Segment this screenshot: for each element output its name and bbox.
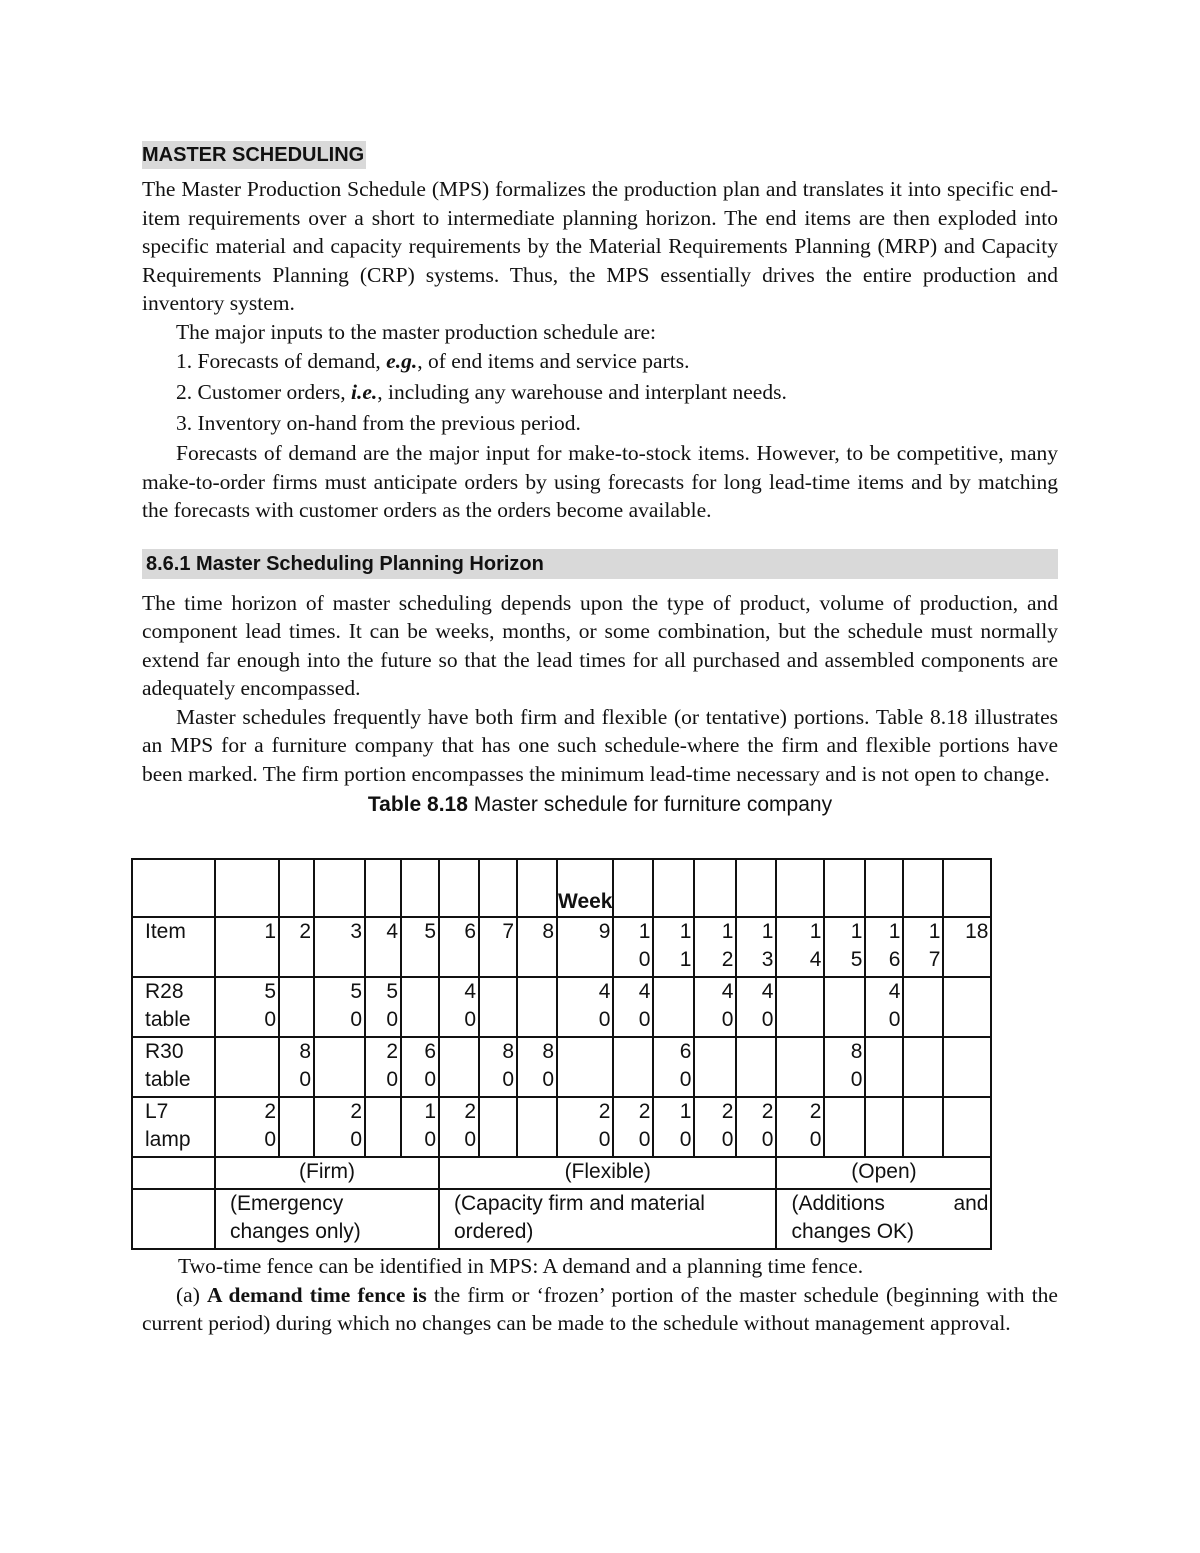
quantity-cell — [903, 977, 943, 1037]
week-number: 1 — [809, 920, 822, 943]
portion-cell — [215, 1157, 439, 1189]
quantity-cell — [865, 977, 903, 1037]
week-number — [402, 946, 436, 974]
week-number-cell — [517, 917, 557, 977]
quantity — [480, 1098, 514, 1126]
quantity: 8 — [542, 1040, 554, 1063]
header-cell — [557, 859, 613, 917]
quantity — [904, 1098, 940, 1126]
item-name: R30 — [145, 1040, 184, 1063]
header-cell — [365, 859, 401, 917]
quantity — [944, 1038, 988, 1066]
quantity: 4 — [721, 980, 734, 1003]
quantity: 0 — [721, 1128, 734, 1151]
portion-cell — [439, 1157, 776, 1189]
quantity: 0 — [638, 1128, 651, 1151]
quantity — [825, 1098, 862, 1126]
quantity-cell — [517, 1097, 557, 1157]
week-number: 1 — [679, 920, 692, 943]
week-number: 8 — [542, 920, 554, 943]
quantity — [944, 1066, 988, 1094]
quantity-cell — [613, 1097, 653, 1157]
table-row — [132, 977, 991, 1037]
quantity-cell — [401, 1037, 439, 1097]
quantity — [695, 1038, 733, 1066]
quantity-cell — [776, 1037, 824, 1097]
demand-fence-paragraph: (a) A demand time fence is the firm or ‘frozen’ portion of the master schedule (beginning with the current period) during which no changes can be made to the schedule without management approval. — [142, 1282, 1058, 1335]
input-item: 3. Inventory on-hand from the previous period. — [176, 411, 581, 435]
quantity-cell — [694, 1037, 736, 1097]
quantity-cell — [279, 977, 314, 1037]
portion-row — [132, 1157, 991, 1189]
week-number: 1 — [264, 920, 276, 943]
quantity: 2 — [809, 1100, 822, 1123]
week-number-cell — [314, 917, 365, 977]
week-number-cell — [557, 917, 613, 977]
quantity — [480, 1126, 514, 1154]
quantity-cell — [279, 1097, 314, 1157]
week-number — [216, 946, 276, 974]
quantity — [402, 978, 436, 1006]
week-number-cell — [694, 917, 736, 977]
week-number-cell — [215, 917, 279, 977]
quantity-cell — [824, 1097, 865, 1157]
quantity: 0 — [386, 1008, 398, 1031]
header-cell — [824, 859, 865, 917]
quantity — [904, 1038, 940, 1066]
quantity: 0 — [464, 1128, 476, 1151]
quantity: 2 — [264, 1100, 276, 1123]
week-number: 6 — [888, 948, 901, 971]
quantity — [825, 978, 862, 1006]
portion-label: (Open) — [851, 1160, 917, 1183]
inputs-list — [142, 346, 1058, 439]
week-number-cell — [736, 917, 776, 977]
quantity-cell — [776, 1097, 824, 1157]
quantity-cell — [943, 1097, 991, 1157]
quantity: 1 — [679, 1100, 692, 1123]
week-number: 1 — [928, 920, 941, 943]
quantity — [614, 1038, 650, 1066]
quantity-cell — [653, 1097, 694, 1157]
fence-intro: Two-time fence can be identified in MPS: A demand and a planning time fence. — [178, 1254, 864, 1278]
quantity: 2 — [761, 1100, 774, 1123]
quantity-cell — [943, 977, 991, 1037]
quantity: 2 — [598, 1100, 611, 1123]
item-label: Item — [145, 920, 186, 943]
quantity: 0 — [888, 1008, 901, 1031]
quantity — [280, 1006, 311, 1034]
header-cell — [653, 859, 694, 917]
quantity-cell — [314, 1037, 365, 1097]
quantity: 4 — [598, 980, 611, 1003]
quantity: 0 — [350, 1128, 362, 1151]
document-page — [142, 140, 1058, 820]
quantity — [480, 978, 514, 1006]
quantity — [440, 1066, 476, 1094]
quantity-cell — [479, 977, 517, 1037]
portion-note-line: ordered) — [454, 1220, 534, 1243]
quantity — [904, 1066, 940, 1094]
quantity: 2 — [350, 1100, 362, 1123]
quantity: 0 — [464, 1008, 476, 1031]
quantity — [366, 1098, 398, 1126]
quantity: 0 — [679, 1128, 692, 1151]
quantity — [825, 1126, 862, 1154]
week-number: 1 — [679, 948, 692, 971]
quantity — [944, 1098, 988, 1126]
quantity: 8 — [299, 1040, 311, 1063]
week-number: 1 — [638, 920, 651, 943]
quantity: 2 — [464, 1100, 476, 1123]
quantity: 0 — [264, 1128, 276, 1151]
header-cell — [903, 859, 943, 917]
portion-note-line: (Emergency — [230, 1192, 344, 1215]
header-cell — [776, 859, 824, 917]
week-number: 5 — [424, 920, 436, 943]
week-number-cell — [401, 917, 439, 977]
week-number-cell — [613, 917, 653, 977]
section-heading: 8.6.1 Master Scheduling Planning Horizon — [142, 549, 1058, 579]
quantity-cell — [479, 1097, 517, 1157]
quantity — [654, 978, 691, 1006]
week-number: 3 — [350, 920, 362, 943]
portion-note-line: changes only) — [230, 1220, 361, 1243]
quantity-cell — [613, 977, 653, 1037]
quantity — [777, 1038, 821, 1066]
week-number: 3 — [761, 948, 774, 971]
header-cell — [479, 859, 517, 917]
week-number: 7 — [928, 948, 941, 971]
quantity — [944, 1006, 988, 1034]
portion-note-line: (Capacity firm and material — [454, 1192, 705, 1215]
quantity: 6 — [424, 1040, 436, 1063]
week-number-cell — [824, 917, 865, 977]
quantity-cell — [314, 1097, 365, 1157]
quantity — [558, 1038, 610, 1066]
week-number-cell — [776, 917, 824, 977]
quantity — [366, 1126, 398, 1154]
intro-paragraph: The Master Production Schedule (MPS) formalizes the production plan and translates it into specific end-item requirements over a short to intermediate planning horizon. The end items are then exploded into specific material and capacity requirements by the Material Requirements Planning (MRP) and Capacity Requirements Planning (CRP) systems. Thus, the MPS essentially drives the entire production and inventory system. — [142, 177, 1058, 315]
quantity-cell — [776, 977, 824, 1037]
quantity — [866, 1066, 900, 1094]
portion-note-line — [791, 1190, 988, 1218]
quantity-cell — [824, 1037, 865, 1097]
quantity — [216, 1038, 276, 1066]
quantity — [654, 1006, 691, 1034]
quantity-cell — [557, 1037, 613, 1097]
quantity-cell — [824, 977, 865, 1037]
header-cell — [694, 859, 736, 917]
header-cell — [401, 859, 439, 917]
item-name-cell — [132, 977, 215, 1037]
master-schedule-table — [131, 858, 992, 1250]
week-number: 2 — [299, 920, 311, 943]
quantity — [904, 978, 940, 1006]
quantity: 8 — [502, 1040, 514, 1063]
quantity: 4 — [638, 980, 651, 1003]
portion-note-word: and — [953, 1192, 989, 1215]
table-row — [132, 1037, 991, 1097]
week-number — [315, 946, 362, 974]
quantity-cell — [215, 1037, 279, 1097]
quantity-cell — [279, 1037, 314, 1097]
item-name-cell — [132, 1037, 215, 1097]
quantity: 0 — [502, 1068, 514, 1091]
quantity: 0 — [598, 1008, 611, 1031]
week-number: 2 — [721, 948, 734, 971]
horizon-paragraph: The time horizon of master scheduling depends upon the type of product, volume of production, and component lead times. It can be weeks, months, or some combination, but the schedule must normally extend far enough into the future so that the lead times for all purchased and assembled components are adequately encompassed. — [142, 590, 1058, 700]
table-row — [132, 1097, 991, 1157]
quantity — [280, 1126, 311, 1154]
quantity — [904, 1006, 940, 1034]
quantity — [480, 1006, 514, 1034]
week-number: 1 — [761, 920, 774, 943]
week-number: 1 — [850, 920, 863, 943]
empty-cell — [132, 1157, 215, 1189]
inputs-intro: The major inputs to the master production schedule are: — [176, 319, 657, 344]
quantity: 2 — [721, 1100, 734, 1123]
quantity-cell — [943, 1037, 991, 1097]
quantity-cell — [865, 1037, 903, 1097]
quantity: 0 — [424, 1068, 436, 1091]
quantity-cell — [215, 1097, 279, 1157]
quantity-cell — [479, 1037, 517, 1097]
quantity: 0 — [721, 1008, 734, 1031]
quantity — [944, 1126, 988, 1154]
week-number: 9 — [598, 920, 611, 943]
portion-note-cell — [215, 1189, 439, 1249]
quantity-cell — [439, 1037, 479, 1097]
item-name: L7 — [145, 1100, 169, 1123]
quantity-cell — [694, 977, 736, 1037]
header-cell — [613, 859, 653, 917]
quantity — [518, 1098, 554, 1126]
quantity — [315, 1066, 362, 1094]
quantity-cell — [613, 1037, 653, 1097]
header-cell — [517, 859, 557, 917]
quantity: 4 — [464, 980, 476, 1003]
quantity-cell — [653, 1037, 694, 1097]
quantity — [777, 978, 821, 1006]
forecast-paragraph: Forecasts of demand are the major input for make-to-stock items. However, to be competitive, many make-to-order firms must anticipate orders by using forecasts for long lead-time items and by matching the forecasts with customer orders as the orders become available. — [142, 441, 1058, 522]
week-number — [440, 946, 476, 974]
quantity: 8 — [850, 1040, 863, 1063]
table-caption: Table 8.18 Master schedule for furniture company — [367, 793, 833, 816]
quantity — [904, 1126, 940, 1154]
quantity-cell — [903, 1037, 943, 1097]
quantity — [866, 1038, 900, 1066]
week-number: 6 — [464, 920, 476, 943]
quantity — [866, 1126, 900, 1154]
quantity-cell — [557, 1097, 613, 1157]
header-cell — [736, 859, 776, 917]
quantity-cell — [517, 977, 557, 1037]
quantity: 5 — [264, 980, 276, 1003]
quantity: 0 — [679, 1068, 692, 1091]
quantity-cell — [401, 977, 439, 1037]
quantity: 0 — [598, 1128, 611, 1151]
quantity — [695, 1066, 733, 1094]
week-number-cell — [439, 917, 479, 977]
quantity: 4 — [888, 980, 901, 1003]
firm-portion-paragraph: Master schedules frequently have both firm and flexible (or tentative) portions. Table 8.18 illustrates an MPS for a furniture company that has one such schedule-where the firm and flexible portions have been marked. The firm portion encompasses the minimum lead-time necessary and is not open to change. — [142, 704, 1058, 786]
quantity — [280, 1098, 311, 1126]
header-cell — [279, 859, 314, 917]
week-label: Week — [558, 890, 613, 913]
input-item: 1. Forecasts of demand, e.g., of end items and service parts. — [176, 349, 690, 373]
week-number: 1 — [721, 920, 734, 943]
quantity-cell — [694, 1097, 736, 1157]
portion-note-word: (Additions — [791, 1192, 885, 1215]
portion-label: (Flexible) — [564, 1160, 651, 1183]
week-number-row — [132, 917, 991, 977]
quantity — [825, 1006, 862, 1034]
week-number: 4 — [809, 948, 822, 971]
week-number — [280, 946, 311, 974]
portion-note-cell — [439, 1189, 776, 1249]
quantity — [518, 1126, 554, 1154]
header-cell — [314, 859, 365, 917]
week-number: 7 — [502, 920, 514, 943]
quantity — [440, 1038, 476, 1066]
week-number-cell — [479, 917, 517, 977]
quantity-cell — [903, 1097, 943, 1157]
portion-note-line: changes OK) — [791, 1220, 915, 1243]
quantity — [402, 1006, 436, 1034]
item-name: lamp — [145, 1128, 191, 1151]
portion-label: (Firm) — [299, 1160, 355, 1183]
item-name-cell — [132, 1097, 215, 1157]
quantity-cell — [736, 1037, 776, 1097]
item-name: R28 — [145, 980, 184, 1003]
week-number-cell — [365, 917, 401, 977]
quantity — [518, 1006, 554, 1034]
quantity: 0 — [264, 1008, 276, 1031]
quantity: 5 — [386, 980, 398, 1003]
quantity — [558, 1066, 610, 1094]
week-number-cell — [653, 917, 694, 977]
quantity: 0 — [350, 1008, 362, 1031]
week-number — [518, 946, 554, 974]
time-fence-section — [142, 1252, 1058, 1338]
week-number — [944, 946, 988, 974]
quantity: 0 — [761, 1008, 774, 1031]
input-item: 2. Customer orders, i.e., including any warehouse and interplant needs. — [176, 380, 787, 404]
quantity — [777, 1006, 821, 1034]
item-header-cell — [132, 917, 215, 977]
quantity: 5 — [350, 980, 362, 1003]
quantity: 2 — [386, 1040, 398, 1063]
quantity: 4 — [761, 980, 774, 1003]
quantity — [944, 978, 988, 1006]
week-number: 18 — [965, 920, 989, 943]
quantity: 0 — [638, 1008, 651, 1031]
quantity-cell — [557, 977, 613, 1037]
quantity — [777, 1066, 821, 1094]
header-cell — [865, 859, 903, 917]
quantity — [737, 1038, 773, 1066]
quantity: 0 — [761, 1128, 774, 1151]
week-number — [558, 946, 610, 974]
quantity-cell — [215, 977, 279, 1037]
quantity: 1 — [424, 1100, 436, 1123]
quantity-cell — [517, 1037, 557, 1097]
portion-note-cell — [776, 1189, 991, 1249]
quantity-cell — [865, 1097, 903, 1157]
quantity — [216, 1066, 276, 1094]
quantity: 0 — [542, 1068, 554, 1091]
quantity: 0 — [424, 1128, 436, 1151]
quantity — [518, 978, 554, 1006]
header-cell — [439, 859, 479, 917]
week-number: 1 — [888, 920, 901, 943]
quantity: 0 — [850, 1068, 863, 1091]
quantity-cell — [439, 977, 479, 1037]
header-cell — [132, 859, 215, 917]
week-number — [480, 946, 514, 974]
week-number-cell — [865, 917, 903, 977]
quantity-cell — [365, 977, 401, 1037]
quantity: 6 — [679, 1040, 692, 1063]
quantity-cell — [365, 1037, 401, 1097]
quantity-cell — [314, 977, 365, 1037]
quantity — [315, 1038, 362, 1066]
week-number-cell — [279, 917, 314, 977]
empty-cell — [132, 1189, 215, 1249]
quantity — [280, 978, 311, 1006]
quantity — [737, 1066, 773, 1094]
week-number — [366, 946, 398, 974]
week-number-cell — [943, 917, 991, 977]
quantity — [614, 1066, 650, 1094]
header-cell — [943, 859, 991, 917]
page-heading: MASTER SCHEDULING — [142, 141, 366, 169]
portion-cell — [776, 1157, 991, 1189]
item-name: table — [145, 1068, 191, 1091]
week-number-cell — [903, 917, 943, 977]
quantity-cell — [653, 977, 694, 1037]
quantity-cell — [365, 1097, 401, 1157]
header-cell — [215, 859, 279, 917]
week-number: 0 — [638, 948, 651, 971]
week-number: 5 — [850, 948, 863, 971]
quantity-cell — [736, 977, 776, 1037]
quantity: 2 — [638, 1100, 651, 1123]
quantity-cell — [439, 1097, 479, 1157]
quantity: 0 — [386, 1068, 398, 1091]
week-number: 4 — [386, 920, 398, 943]
quantity — [866, 1098, 900, 1126]
week-header-row — [132, 859, 991, 917]
portion-note-row — [132, 1189, 991, 1249]
item-name: table — [145, 1008, 191, 1031]
quantity: 0 — [809, 1128, 822, 1151]
quantity: 0 — [299, 1068, 311, 1091]
quantity-cell — [401, 1097, 439, 1157]
quantity-cell — [736, 1097, 776, 1157]
